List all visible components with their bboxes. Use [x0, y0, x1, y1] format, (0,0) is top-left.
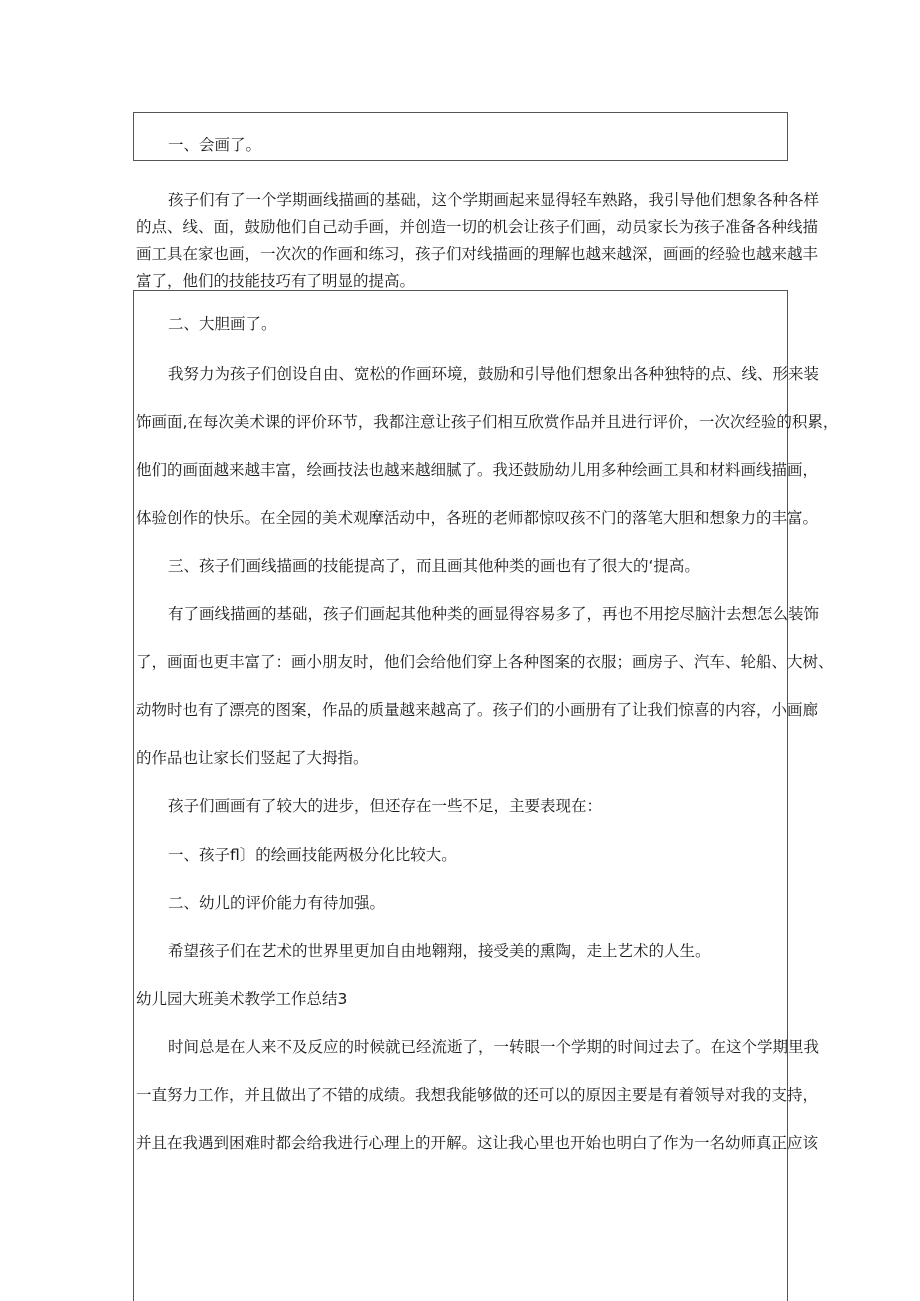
paragraph-line: 了，画面也更丰富了：画小朋友时，他们会给他们穿上各种图案的衣服；画房子、汽车、轮船、大树、: [136, 653, 834, 671]
paragraph-line: 他们的画面越来越丰富，绘画技法也越来越细腻了。我还鼓励幼儿用多种绘画工具和材料画线描画，: [136, 461, 819, 479]
paragraph-line: 时间总是在人来不及反应的时候就已经流逝了，一转眼一个学期的时间过去了。在这个学期里我: [168, 1038, 820, 1056]
paragraph-line: 孩子们画画有了较大的进步，但还存在一些不足，主要表现在：: [168, 797, 603, 815]
paragraph-line: 画工具在家也画，一次次的作画和练习，孩子们对线描画的理解也越来越深，画画的经验也越来越丰: [136, 245, 819, 263]
section-heading: 三、孩子们画线描画的技能提高了，而且画其他种类的画也有了很大的‘提高。: [168, 557, 700, 575]
section-heading: 一、会画了。: [168, 136, 262, 154]
list-item: 二、幼儿的评价能力有待加强。: [168, 894, 386, 912]
paragraph-line: 一直努力工作，并且做出了不错的成绩。我想我能够做的还可以的原因主要是有着领导对我的支持，: [136, 1086, 819, 1104]
paragraph-line: 的作品也让家长们竖起了大拇指。: [136, 749, 369, 767]
paragraph-line: 富了，他们的技能技巧有了明显的提高。: [136, 272, 416, 290]
paragraph-line: 饰画面,在每次美术课的评价环节，我都注意让孩子们相互欣赏作品并且进行评价，一次次经验的积累，: [136, 413, 839, 431]
document-section-title: 幼儿园大班美术教学工作总结3: [136, 990, 348, 1008]
paragraph-line: 我努力为孩子们创设自由、宽松的作画环境，鼓励和引导他们想象出各种独特的点、线、形来装: [168, 365, 820, 383]
paragraph-line: 并且在我遇到困难时都会给我进行心理上的开解。这让我心里也开始也明白了作为一名幼师真正应该: [136, 1134, 819, 1152]
paragraph-line: 动物时也有了漂亮的图案，作品的质量越来越高了。孩子们的小画册有了让我们惊喜的内容，小画廊: [136, 701, 819, 719]
list-item: 一、孩子fl〕的绘画技能两极分化比较大。: [168, 846, 457, 864]
closing-line: 希望孩子们在艺术的世界里更加自由地翱翔，接受美的熏陶，走上艺术的人生。: [168, 942, 711, 960]
paragraph-line: 的点、线、面，鼓励他们自己动手画，并创造一切的机会让孩子们画，动员家长为孩子准备各种线描: [136, 218, 819, 236]
section-heading: 二、大胆画了。: [168, 315, 277, 333]
paragraph-line: 有了画线描画的基础，孩子们画起其他种类的画显得容易多了，再也不用挖尽脑汁去想怎么装饰: [168, 605, 820, 623]
paragraph-line: 体验创作的快乐。在全园的美术观摩活动中，各班的老师都惊叹孩不门的落笔大胆和想象力的丰富。: [136, 509, 819, 527]
paragraph-line: 孩子们有了一个学期画线描画的基础，这个学期画起来显得轻车熟路，我引导他们想象各种各样: [168, 191, 820, 209]
